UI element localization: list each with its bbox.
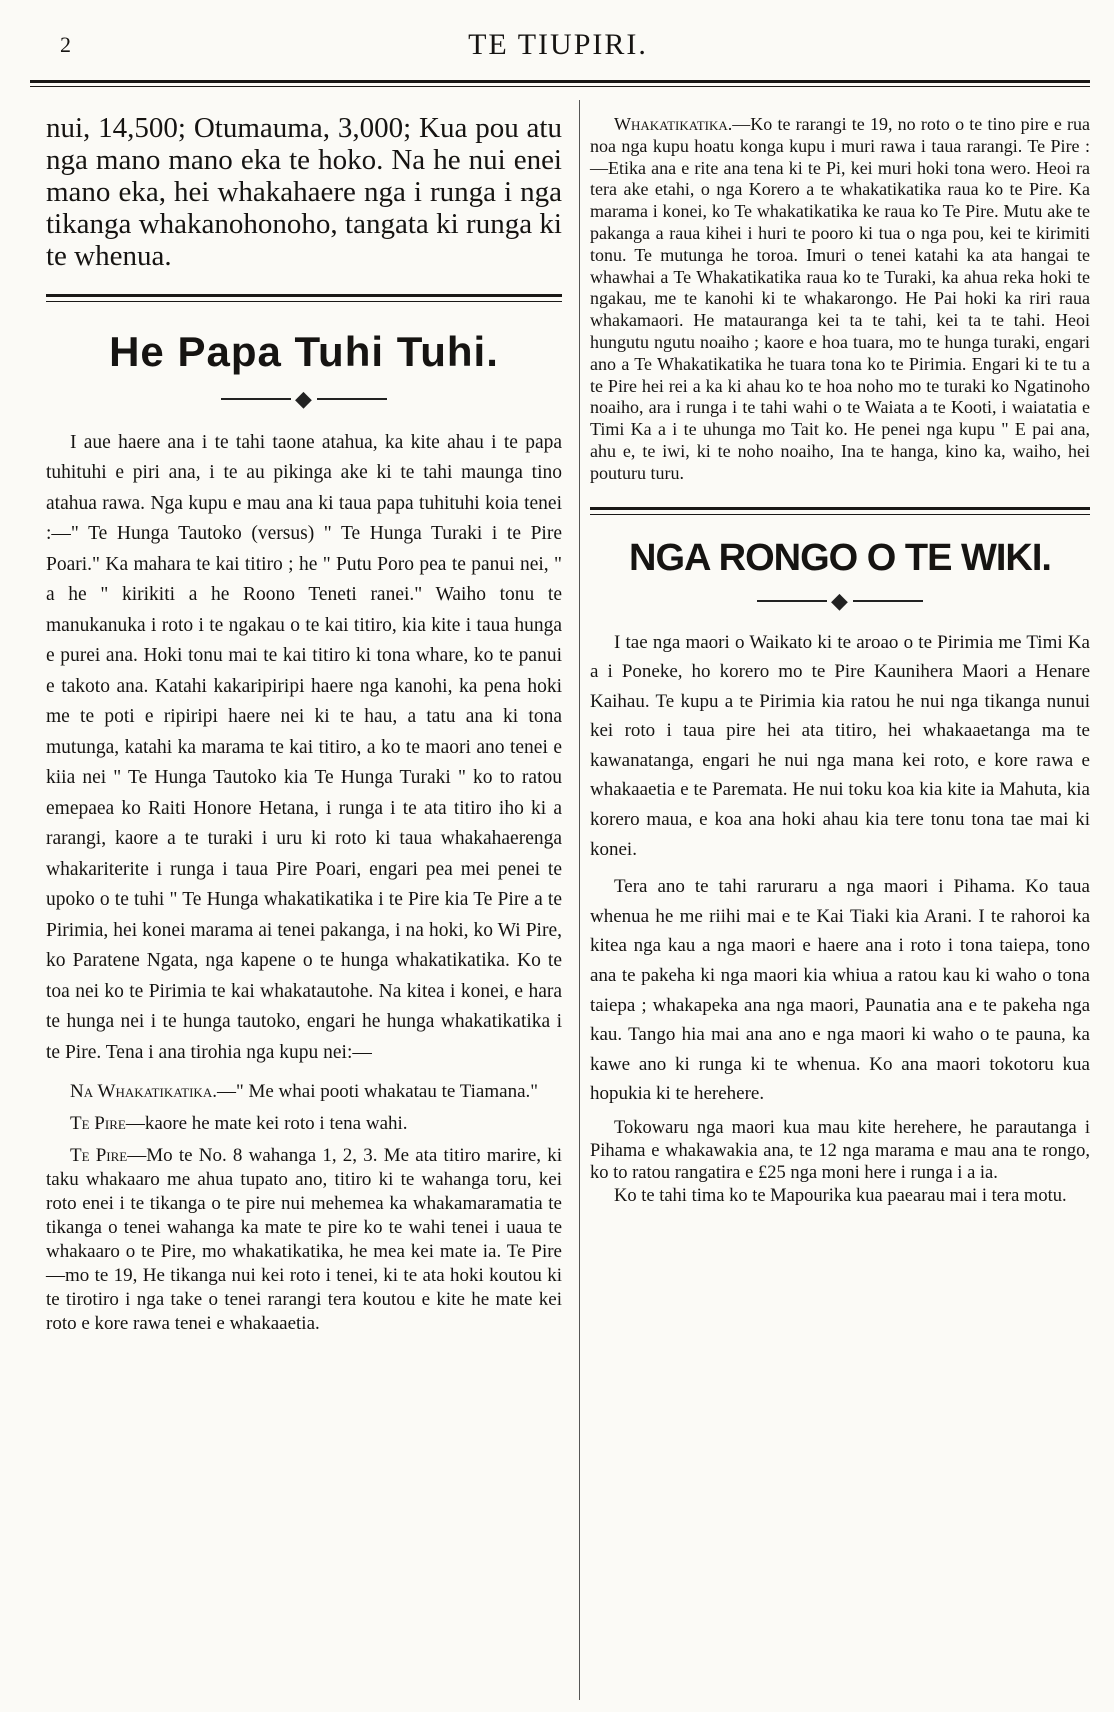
ornament-divider — [46, 384, 562, 412]
article-paragraph: I aue haere ana i te tahi taone atahua, ka kite ahau i te papa tuhituhi e piri ana, i te au pikinga ake ki te tahi maunga tino atahua rawa. Nga kupu e mau ana ki taua papa tuhituhi koia tenei :—" Te Hunga Tautoko (versus) " Te Hunga Turaki i te Pire Poari." Ka mahara te kai titiro ; he " Putu Poro pea te panui nei, " a he " kirikiti a he Roono Teneti ranei." Waiho tonu te manukanuka i roto i te ngakau o te kai titiro, kia kite i taua hunga e purei ana. Hoki tonu mai te kai titiro ki tona whare, ko te panui e takoto ana. Katahi kakaripiripi haere nga kanohi, ka pena hoki me te poti e ripiripi haere nei ki te hau, a tatu ana ki tona mutunga, katahi ka marama te kai titiro, a ko te maori ano tenei e kiia nei " Te Hunga Tautoko kia Te Hunga Turaki " ko to ratou emepaea ko Raiti Honore Hetana, i runga i te ata titiro iho ki a rarangi, kaore a te turaki i uru ki roto ki taua whakahaerenga whakariterite i runga i taua Pire Poari, engari pea mei penei te upoko o te tuhi " Te Hunga whakatikatika i te Pire kia Te Pire a te Pirimia, hei konei marama ai tenei pakanga, i na hoki, ko Wi Pire, ko Paratene Ngata, nga kapene o te hunga whakatikatika. Ko te toa nei ko te Pirimia te kai whakatautohe. Na kitea i konei, e hara te hunga nei i te hunga tautoko, engari he hunga whakatikatika i te Pire. Tena i ana tirohia nga kupu nei:— — [46, 431, 562, 1063]
header-rule-thick — [30, 80, 1090, 83]
diamond-icon: ◆ — [831, 587, 849, 613]
entry-text: —Ko te rarangi te 19, no roto o te tino pire e rua noa nga kupu hoatu konga kupu i muri rawa i taua rarangi. Te Pire :—Etika ana e rite ana tena ki te Pi, kei muri hoki tona wero. Heoi ra tera ake etahi, o nga Korero a te whakatikatika raua ko te Pire. Ka marama i konei, ko Te whakatikatika ke raua ko Te Pire. Mutu ake te pakanga a raua kihei i huri te pooro ki tua o nga pou, kei te kirimiti tonu. Te mutunga he toroa. Imuri o tenei katahi ka ata hangai te whawhai a Te Whakatikatika raua ko te Turaki, ka ahua reka hoki te ngakau, me te kanohi ki te whakarongo. He Pai hoki ka riri raua whakamaori. He matauranga kei ta te tahi, kei ta te tahi. Heoi hungutu ngutu noaiho ; kaore e hoa tuara, mo te hunga turaki, engari ano a Te Whakatikatika he tuara tona ko te Pirimia. Engari ki te tu a te Pire hei rei a ka ki ahau ko te hoa noho mo te turaki ko Ngatinoho noaiho, ara i runga i te tahi wahi o te Waiata a te Kooti, i waiatatia e Timi Ka a i te uhunga mo Tait ko. He penei nga kupu " E pai ana, ahu e, te iwi, ki te noho noaiho, Ina te hanga, kino ka, waiho, hei pouturu turu. — [590, 114, 1090, 483]
article-body — [46, 428, 562, 1337]
whakatikatika-paragraph — [590, 114, 1090, 485]
entry-label: Whakatikatika. — [614, 114, 733, 134]
section-title-nga-rongo: NGA RONGO O TE WIKI. — [629, 536, 1051, 579]
entry-text: —Mo te No. 8 wahanga 1, 2, 3. Me ata titiro marire, ki taku whakaaro me ahua tupato ano, titiro ki te wahanga toru, kei roto enei i te tikanga o te pire nui mehemea ka whakamaramatia te tikanga o tenei wahanga ka mate te pire ko te wahi tenei i uaua te whakaaro o te Pire, mo whakatikatika, he mea kei mate ia. Te Pire—mo te 19, He tikanga nui kei roto i tenei, ki te ata hoki koutou ki te tirotiro i nga take o tenei rarangi tera koutou e kite he mate kei roto e kore rawa tenei e whakaaetia. — [46, 1145, 563, 1335]
ornament-divider — [590, 586, 1090, 614]
news-body — [590, 628, 1090, 1208]
page-number: 2 — [60, 32, 71, 57]
section-rule — [46, 294, 562, 297]
column-divider — [579, 100, 580, 1700]
entry-label: Te Pire — [70, 1145, 128, 1167]
left-column — [46, 100, 562, 1336]
right-column — [590, 100, 1090, 1207]
entry-text: —" Me whai pooti whakatau te Tiamana." — [216, 1081, 539, 1103]
page-header — [28, 20, 1088, 70]
right-top-article — [590, 114, 1090, 485]
diamond-icon: ◆ — [295, 385, 313, 411]
section-rule-thin — [46, 301, 562, 302]
entry-text: —kaore he mate kei roto i tena wahi. — [125, 1113, 408, 1135]
masthead-title: TE TIUPIRI. — [468, 28, 648, 61]
header-rule-thin — [30, 86, 1090, 87]
entry-2 — [46, 1112, 562, 1136]
news-item: Tokowaru nga maori kua mau kite herehere, he parautanga i Pihama e whakawakia ana, te 12 nga marama e mau ana te rongo, ko to ratou rangatira e £25 nga moni here i runga i a ia. — [590, 1118, 1090, 1183]
news-item: Ko te tahi tima ko te Mapourika kua paearau mai i tera motu. — [614, 1185, 1067, 1206]
entry-label: Na Whakatikatika. — [70, 1081, 217, 1103]
entry-3 — [46, 1144, 562, 1336]
news-item: I tae nga maori o Waikato ki te aroao o te Pirimia me Timi Ka a i Poneke, ho korero mo te Pire Kaunihera Maori a Henare Kaihau. Te kupu a te Pirimia kia ratou he nui nga tikanga nunui kei roto i taua pire hei ata titiro, hei whakaaetanga ma te kawanatanga, engari he nui nga mana kei roto, e kore rawa e whakaaetia e te Paremata. He nui toku koa kia kite ia Mahuta, kia korero maua, e koa ana hoki ahau kia tere tonu tona tae mai ki konei. — [590, 631, 1090, 860]
section-title-papa-tuhi: He Papa Tuhi Tuhi. — [109, 328, 499, 375]
lead-paragraph: nui, 14,500; Otumauma, 3,000; Kua pou atu nga mano mano eka te hoko. Na he nui enei mano eka, hei whakahaere nga i runga i nga tikanga whakanohonoho, tangata ki runga ki te whenua. — [46, 112, 562, 272]
section-rule-thin — [590, 514, 1090, 515]
section-rule — [590, 507, 1090, 510]
entry-1 — [46, 1080, 562, 1104]
news-item: Tera ano te tahi raruraru a nga maori i Pihama. Ko taua whenua he me riihi mai e te Kai Tiaki kia Arani. I te rahoroi ka kitea nga kau a nga maori e haere ana i roto i tona taiepa, tono ana te pakeha ki nga maori kia whiua a ratou kau ki waho o tona taiepa ; whakapeka ana nga maori, Paunatia ana e te pakeha nga kau. Tango hia mai ana ano e nga maori ki waho o te pauna, ka kawe ano ki runga ki te whenua. Ko ana maori tokotoru kua hopukia ki te herehere. — [590, 876, 1090, 1105]
entry-label: Te Pire — [70, 1113, 126, 1135]
